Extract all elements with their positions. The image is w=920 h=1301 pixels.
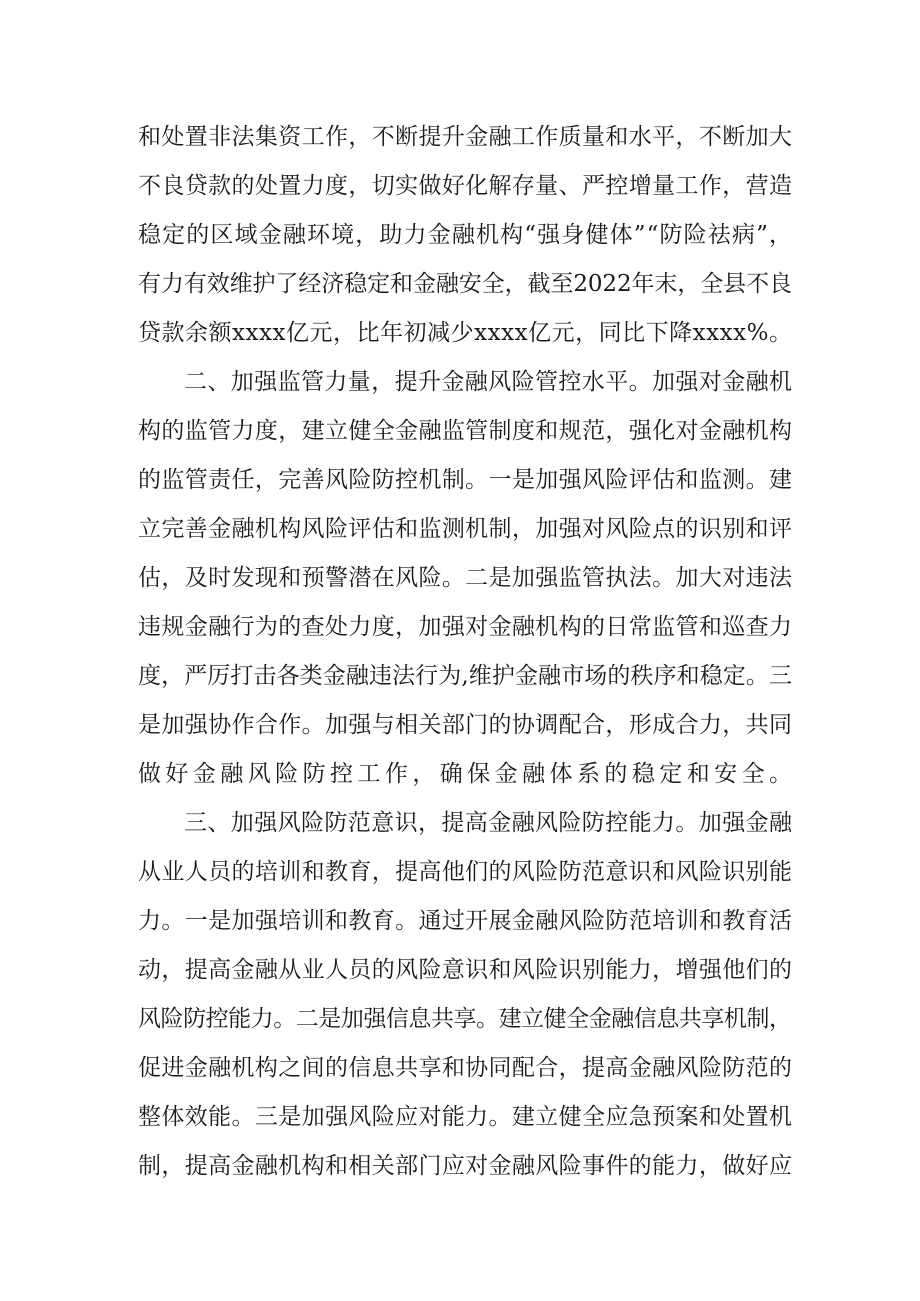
text-line-content: 稳定的区域金融环境，助力金融机构“强身健体”“防险祛病”， xyxy=(138,222,794,248)
text-line xyxy=(0,167,920,207)
text-line xyxy=(0,804,920,844)
text-line-content: 构的监管力度，建立健全金融监管制度和规范，强化对金融机构 xyxy=(138,418,793,444)
text-line xyxy=(0,314,920,354)
text-line-content: 风险防控能力。二是加强信息共享。建立健全金融信息共享机制， xyxy=(138,1006,792,1032)
text-line xyxy=(0,216,920,256)
text-line xyxy=(0,461,920,501)
text-line-content: 整体效能。三是加强风险应对能力。建立健全应急预案和处置机 xyxy=(138,1104,793,1130)
text-line-content: 有力有效维护了经济稳定和金融安全，截至2022年末，全县不良 xyxy=(138,271,792,297)
text-line-content: 二、加强监管力量，提升金融风险管控水平。加强对金融机 xyxy=(184,369,793,395)
text-line xyxy=(0,510,920,550)
text-line-content: 不良贷款的处置力度，切实做好化解存量、严控增量工作，营造 xyxy=(138,173,793,199)
text-line xyxy=(0,559,920,599)
text-line xyxy=(0,1000,920,1040)
text-line xyxy=(0,1098,920,1138)
text-line xyxy=(0,951,920,991)
text-line-content: 的监管责任，完善风险防控机制。一是加强风险评估和监测。建 xyxy=(138,467,793,493)
text-line xyxy=(0,1147,920,1187)
text-line xyxy=(0,755,920,795)
text-line xyxy=(0,118,920,158)
text-line-content: 从业人员的培训和教育，提高他们的风险防范意识和风险识别能 xyxy=(138,859,793,885)
text-line-content: 是加强协作合作。加强与相关部门的协调配合，形成合力，共同 xyxy=(138,712,793,738)
text-line-content: 力。一是加强培训和教育。通过开展金融风险防范培训和教育活 xyxy=(138,908,793,934)
text-line xyxy=(0,608,920,648)
text-line-content: 和处置非法集资工作，不断提升金融工作质量和水平，不断加大 xyxy=(138,124,793,150)
text-line xyxy=(0,1049,920,1089)
text-line xyxy=(0,363,920,403)
text-line-content: 制，提高金融机构和相关部门应对金融风险事件的能力，做好应 xyxy=(138,1153,793,1179)
text-line-content: 度，严厉打击各类金融违法行为,维护金融市场的秩序和稳定。三 xyxy=(138,663,793,689)
text-line xyxy=(0,902,920,942)
text-line-content: 三、加强风险防范意识，提高金融风险防控能力。加强金融 xyxy=(184,810,793,836)
text-line xyxy=(0,265,920,305)
text-line-content: 做好金融风险防控工作，确保金融体系的稳定和安全。 xyxy=(138,761,797,787)
text-line-content: 贷款余额xxxx亿元，比年初减少xxxx亿元，同比下降xxxx%。 xyxy=(138,320,793,346)
text-line xyxy=(0,657,920,697)
text-line xyxy=(0,853,920,893)
text-line-content: 促进金融机构之间的信息共享和协同配合，提高金融风险防范的 xyxy=(138,1055,793,1081)
text-line xyxy=(0,706,920,746)
text-line-content: 动，提高金融从业人员的风险意识和风险识别能力，增强他们的 xyxy=(138,957,793,983)
text-line-content: 违规金融行为的查处力度，加强对金融机构的日常监管和巡查力 xyxy=(138,614,793,640)
text-line-content: 立完善金融机构风险评估和监测机制，加强对风险点的识别和评 xyxy=(138,516,793,542)
text-line-content: 估，及时发现和预警潜在风险。二是加强监管执法。加大对违法 xyxy=(138,565,793,591)
text-line xyxy=(0,412,920,452)
